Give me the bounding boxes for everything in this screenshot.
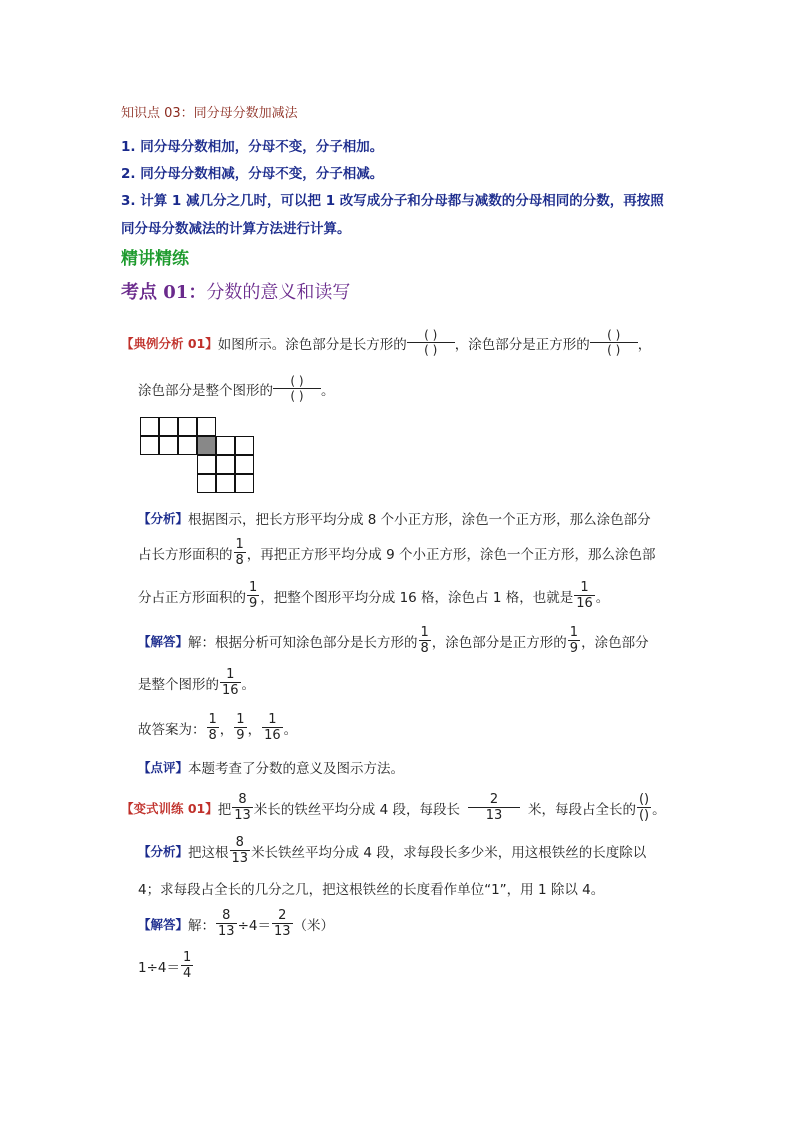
fraction-1-9: $\frac{1}{9}$	[236, 712, 245, 743]
grid-cell	[178, 436, 197, 455]
answer-text-3a: 故答案为：	[138, 721, 206, 738]
grid-cell	[235, 474, 254, 493]
analysis-text-2a: 占长方形面积的	[138, 546, 233, 563]
answer-line-3	[138, 712, 297, 743]
answer-text-1c: ，涂色部分	[581, 634, 649, 651]
fraction-2-13-answer[interactable]: $\frac{2}{13}$	[470, 792, 518, 823]
variant-answer-1b: ÷4＝	[237, 917, 271, 934]
variant-answer-line-2	[138, 950, 194, 981]
grid-figure	[140, 417, 256, 495]
fraction-1-9: $\frac{1}{9}$	[569, 625, 579, 656]
separator: ，	[247, 721, 262, 738]
fraction-1-16: $\frac{1}{16}$	[576, 580, 593, 611]
grid-cell	[197, 455, 216, 474]
variant-analysis-1a: 把这根	[188, 844, 229, 861]
analysis-line-2	[138, 537, 655, 568]
variant-text-3: 米，每段占全长的	[527, 801, 636, 818]
answer-text-1a: 解：根据分析可知涂色部分是长方形的	[188, 634, 418, 651]
example-text-4: 涂色部分是整个图形的	[138, 382, 273, 399]
example-line-2	[138, 374, 335, 403]
answer-text-2a: 是整个图形的	[138, 676, 219, 693]
answer-blank-3[interactable]: $\frac{( )}{( )}$	[273, 374, 321, 403]
answer-tag: 【解答】	[138, 633, 189, 649]
separator: ，	[219, 721, 234, 738]
fraction-1-8: $\frac{1}{8}$	[235, 537, 244, 568]
analysis-text-2b: ，再把正方形平均分成 9 个小正方形，涂色一个正方形，那么涂色部	[246, 546, 656, 563]
grid-cell	[159, 436, 178, 455]
kaodian-prefix: 考点 01：	[121, 282, 207, 303]
variant-tag: 【变式训练 01】	[121, 800, 218, 816]
answer-line-1	[138, 625, 649, 656]
fraction-1-8: $\frac{1}{8}$	[420, 625, 429, 656]
answer-blank-1[interactable]: $\frac{( )}{( )}$	[407, 328, 455, 357]
variant-text-2: 米长的铁丝平均分成 4 段，每段长	[253, 801, 460, 818]
comment-text: 本题考查了分数的意义及图示方法。	[188, 761, 405, 777]
grid-cell	[140, 436, 159, 455]
variant-answer-line-1	[138, 908, 334, 939]
analysis-tag: 【分析】	[138, 511, 189, 526]
answer-text-1b: ，涂色部分是正方形的	[431, 634, 567, 651]
fraction-2-13: $\frac{2}{13}$	[273, 908, 291, 939]
section-banner: 精讲精练	[121, 249, 189, 269]
analysis-text-3a: 分占正方形面积的	[138, 589, 246, 606]
fraction-1-16: $\frac{1}{16}$	[264, 712, 281, 743]
answer-end: 。	[283, 721, 298, 738]
analysis-text-3b: ，把整个图形平均分成 16 格，涂色占 1 格，也就是	[260, 589, 574, 606]
analysis-line-3	[138, 580, 609, 611]
comment-tag: 【点评】	[138, 760, 189, 775]
grid-cell	[235, 436, 254, 455]
analysis-text-3c: 。	[595, 589, 610, 606]
fraction-8-13: $\frac{8}{13}$	[234, 792, 251, 823]
grid-cell	[178, 417, 197, 436]
grid-cell	[140, 417, 159, 436]
example-text-2: ，涂色部分是正方形的	[454, 336, 590, 353]
variant-answer-1c: （米）	[293, 917, 335, 934]
grid-cell	[159, 417, 178, 436]
example-text-3: ，	[637, 336, 652, 353]
knowledge-title: 知识点 03：同分母分数加减法	[121, 106, 298, 121]
rule-1: 1. 同分母分数相加，分母不变，分子相加。	[121, 139, 384, 155]
analysis-text-1: 根据图示，把长方形平均分成 8 个小正方形，涂色一个正方形，那么涂色部分	[188, 512, 651, 528]
answer-text-2b: 。	[241, 676, 256, 693]
fraction-1-8: $\frac{1}{8}$	[208, 712, 217, 743]
variant-text-1: 把	[217, 801, 232, 818]
variant-answer-2a: 1÷4＝	[138, 959, 180, 976]
kaodian-name: 分数的意义和读写	[206, 282, 351, 303]
fraction-8-13: $\frac{8}{13}$	[218, 908, 235, 939]
variant-answer-1a: 解：	[188, 917, 216, 934]
variant-analysis-1b: 米长铁丝平均分成 4 段，求每段长多少米，用这根铁丝的长度除以	[251, 844, 647, 861]
answer-line-2	[138, 667, 255, 698]
answer-blank-2[interactable]: $\frac{( )}{( )}$	[590, 328, 638, 357]
variant-text-4: 。	[652, 801, 666, 818]
rule-3-cont: 同分母分数减法的计算方法进行计算。	[121, 221, 351, 237]
example-text-1: 如图所示。涂色部分是长方形的	[217, 336, 407, 353]
kaodian-title	[121, 278, 350, 304]
grid-cell	[197, 474, 216, 493]
variant-analysis-line-2: 4；求每段占全长的几分之几，把这根铁丝的长度看作单位“1”，用 1 除以 4。	[138, 882, 605, 898]
grid-cell	[216, 455, 235, 474]
shaded-cell	[197, 436, 216, 455]
variant-analysis-line-1	[138, 835, 646, 866]
example-tag: 【典例分析 01】	[121, 335, 218, 351]
variant-line	[121, 792, 666, 823]
fraction-8-13: $\frac{8}{13}$	[231, 835, 249, 866]
fraction-1-16: $\frac{1}{16}$	[222, 667, 239, 698]
grid-cell	[216, 474, 235, 493]
grid-cell	[235, 455, 254, 474]
comment-line	[138, 757, 404, 777]
grid-cell	[216, 436, 235, 455]
example-text-5: 。	[321, 382, 335, 399]
rule-2: 2. 同分母分数相减，分母不变，分子相减。	[121, 166, 384, 182]
rule-3: 3. 计算 1 减几分之几时，可以把 1 改写成分子和分母都与减数的分母相同的分数，再按照	[121, 193, 664, 209]
variant-analysis-tag: 【分析】	[138, 843, 189, 859]
fraction-1-4: $\frac{1}{4}$	[183, 950, 192, 981]
example-line-1	[121, 328, 651, 357]
fraction-1-9: $\frac{1}{9}$	[249, 580, 258, 611]
variant-answer-tag: 【解答】	[138, 916, 189, 932]
analysis-line-1	[138, 508, 651, 528]
grid-cell	[197, 417, 216, 436]
answer-blank-4[interactable]: $\frac{()}{()}$	[638, 792, 650, 823]
